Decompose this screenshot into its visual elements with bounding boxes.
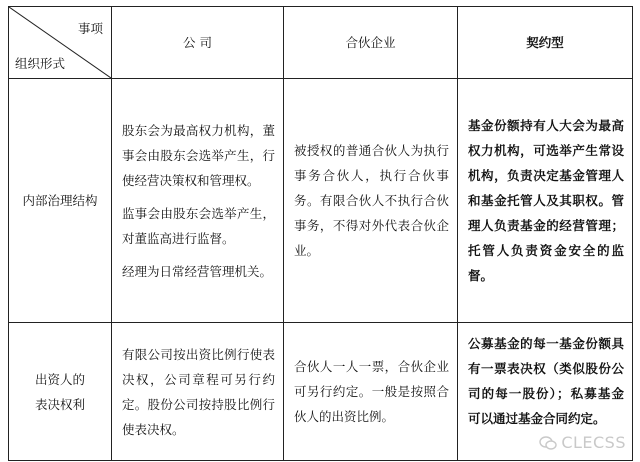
header-contract: 契约型 bbox=[458, 7, 633, 79]
cell-partnership-governance bbox=[284, 79, 458, 323]
comparison-table bbox=[8, 6, 633, 461]
wechat-icon bbox=[539, 436, 557, 450]
company-governance-p2: 监事会由股东会选举产生，对董监高进行监督。 bbox=[122, 205, 275, 246]
diag-top-label: 事项 bbox=[77, 21, 103, 36]
company-governance-p3: 经理为日常经营管理机关。 bbox=[122, 263, 273, 279]
table-row-governance bbox=[9, 79, 633, 323]
cell-contract-governance bbox=[458, 79, 633, 323]
company-governance-p1: 股东会为最高权力机构，董事会由股东会选举产生，行使经营决策权和管理权。 bbox=[122, 122, 275, 188]
contract-governance-text: 基金份额持有人大会为最高权力机构，可选举产生常设机构，负责决定基金管理人和基金托管人及其职权。管理人负责基金的经营管理；托管人负责资金安全的监督。 bbox=[468, 118, 624, 283]
watermark-text: CLECSS bbox=[561, 433, 626, 452]
header-partnership: 合伙企业 bbox=[284, 7, 458, 79]
header-company: 公 司 bbox=[112, 7, 284, 79]
diagonal-header-cell bbox=[9, 7, 112, 79]
watermark bbox=[539, 433, 626, 452]
company-voting-text: 有限公司按出资比例行使表决权，公司章程可另行约定。股份公司按持股比例行使表决权。 bbox=[122, 346, 275, 437]
cell-partnership-voting bbox=[284, 323, 458, 461]
partnership-governance-text: 被授权的普通合伙人为执行事务合伙人，执行合伙事务。有限合伙人不执行合伙事务，不得对外代表合伙企业。 bbox=[294, 143, 449, 258]
cell-company-governance bbox=[112, 79, 284, 323]
contract-voting-text: 公募基金的每一基金份额具有一票表决权（类似股份公司的每一股份）；私募基金可以通过基金合同约定。 bbox=[468, 335, 624, 426]
partnership-voting-text: 合伙人一人一票，合伙企业可另行约定。一般是按照合伙人的出资比例。 bbox=[294, 359, 449, 424]
header-row bbox=[9, 7, 633, 79]
diag-bottom-label: 组织形式 bbox=[15, 56, 66, 71]
row-label-voting: 出资人的表决权利 bbox=[9, 323, 112, 461]
row-label-governance: 内部治理结构 bbox=[9, 79, 112, 323]
cell-company-voting bbox=[112, 323, 284, 461]
